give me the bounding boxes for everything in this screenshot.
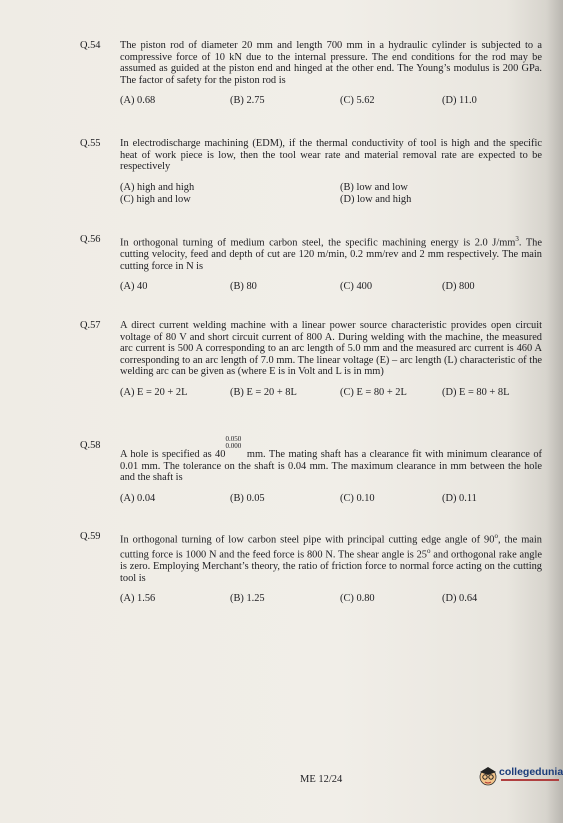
- option-b[interactable]: (B) 80: [230, 281, 257, 293]
- question-text: [120, 435, 542, 484]
- question-number: Q.56: [80, 234, 101, 245]
- option-c[interactable]: (C) 400: [340, 281, 373, 293]
- options-row: [120, 281, 542, 293]
- superscript: 3: [515, 235, 519, 243]
- option-c[interactable]: (C) E = 80 + 2L: [340, 386, 407, 398]
- question-55: [80, 138, 542, 206]
- question-number: Q.55: [80, 138, 101, 149]
- degree-symbol: o: [494, 532, 498, 540]
- options-grid: [120, 182, 542, 206]
- options-row: [120, 593, 542, 605]
- tolerance: [225, 435, 243, 457]
- question-text: [120, 234, 542, 272]
- question-54: [80, 40, 542, 107]
- option-b[interactable]: (B) E = 20 + 8L: [230, 386, 297, 398]
- logo-text: collegedunia: [499, 766, 563, 778]
- options-row: [120, 95, 542, 107]
- option-b[interactable]: (B) low and low: [340, 181, 408, 193]
- page-footer: ME 12/24: [300, 774, 343, 785]
- question-text: [120, 531, 542, 584]
- question-58: [80, 435, 542, 505]
- option-d[interactable]: (D) low and high: [340, 193, 412, 205]
- option-d[interactable]: (D) 0.64: [442, 593, 478, 605]
- option-a[interactable]: (A) E = 20 + 2L: [120, 386, 188, 398]
- question-number: Q.59: [80, 531, 101, 542]
- option-b[interactable]: (B) 1.25: [230, 593, 265, 605]
- option-a[interactable]: (A) 0.04: [120, 492, 156, 504]
- text-part: . The cutting velocity, feed and depth of cut are 120 m/min, 0.2 mm/rev and 2 mm respectively. The main cutting force in N is: [120, 237, 542, 272]
- text-part: In orthogonal turning of medium carbon steel, the specific machining energy is 2.0 J/mm: [120, 237, 516, 249]
- question-text: A direct current welding machine with a linear power source characteristic provides open circuit voltage of 80 V and short circuit current of 800 A. During welding with the machine, the measured arc current is 500 A corresponding to an arc length of 5.0 mm and the measured arc current is 460 A corresponding to an arc length of 7.0 mm. The linear voltage (E) – arc length (L) characteristic of the welding arc can be given as (where E is in Volt and L is in mm): [120, 320, 542, 378]
- options-row: [120, 387, 542, 399]
- option-b[interactable]: (B) 0.05: [230, 492, 265, 504]
- question-text: In electrodischarge machining (EDM), if the thermal conductivity of tool is high and the specific heat of work piece is low, then the tool wear rate and material removal rate are expected to be respectively: [120, 138, 542, 173]
- option-a[interactable]: (A) 0.68: [120, 95, 156, 107]
- options-row: [120, 493, 542, 505]
- option-a[interactable]: (A) 1.56: [120, 593, 156, 605]
- question-number: Q.57: [80, 320, 101, 331]
- tolerance-lower: 0.000: [225, 442, 242, 450]
- tolerance-upper: 0.050: [225, 435, 242, 443]
- text-part: A hole is specified as 40: [120, 449, 226, 460]
- option-d[interactable]: (D) E = 80 + 8L: [442, 386, 510, 398]
- text-part: and orthogonal rake angle is zero. Employing Merchant’s theory, the ratio of friction force to normal force acting on the cutting tool is: [120, 549, 542, 584]
- option-d[interactable]: (D) 800: [442, 281, 475, 293]
- mascot-icon: [477, 764, 499, 788]
- collegedunia-logo[interactable]: [477, 762, 563, 792]
- option-c[interactable]: (C) 0.80: [340, 593, 375, 605]
- text-part: mm. The mating shaft has a clearance fit with minimum clearance of 0.01 mm. The tolerance on the shaft is 0.04 mm. The maximum clearance in mm between the hole and the shaft is: [120, 449, 542, 484]
- text-part: In orthogonal turning of low carbon steel pipe with principal cutting edge angle of 90: [120, 534, 495, 546]
- question-number: Q.54: [80, 40, 101, 51]
- option-a[interactable]: (A) high and high: [120, 181, 195, 193]
- option-d[interactable]: (D) 0.11: [442, 492, 477, 504]
- option-b[interactable]: (B) 2.75: [230, 95, 265, 107]
- question-number: Q.58: [80, 440, 101, 451]
- option-c[interactable]: (C) 5.62: [340, 95, 375, 107]
- logo-underline: [501, 779, 559, 781]
- option-c[interactable]: (C) high and low: [120, 193, 191, 205]
- option-d[interactable]: (D) 11.0: [442, 95, 477, 107]
- option-a[interactable]: (A) 40: [120, 281, 148, 293]
- degree-symbol: o: [427, 547, 431, 556]
- question-56: [80, 234, 542, 293]
- question-text: The piston rod of diameter 20 mm and length 700 mm in a hydraulic cylinder is subjected to a compressive force of 10 kN due to the internal pressure. The end conditions for the rod may be assumed as guided at the piston end and hinged at the other end. The Young’s modulus is 200 GPa. The factor of safety for the piston rod is: [120, 40, 542, 86]
- option-c[interactable]: (C) 0.10: [340, 492, 375, 504]
- question-57: [80, 320, 542, 399]
- text-part: , the main cutting force is 1000 N and the feed force is 800 N. The shear angle is 25: [120, 534, 543, 561]
- question-59: [80, 531, 542, 605]
